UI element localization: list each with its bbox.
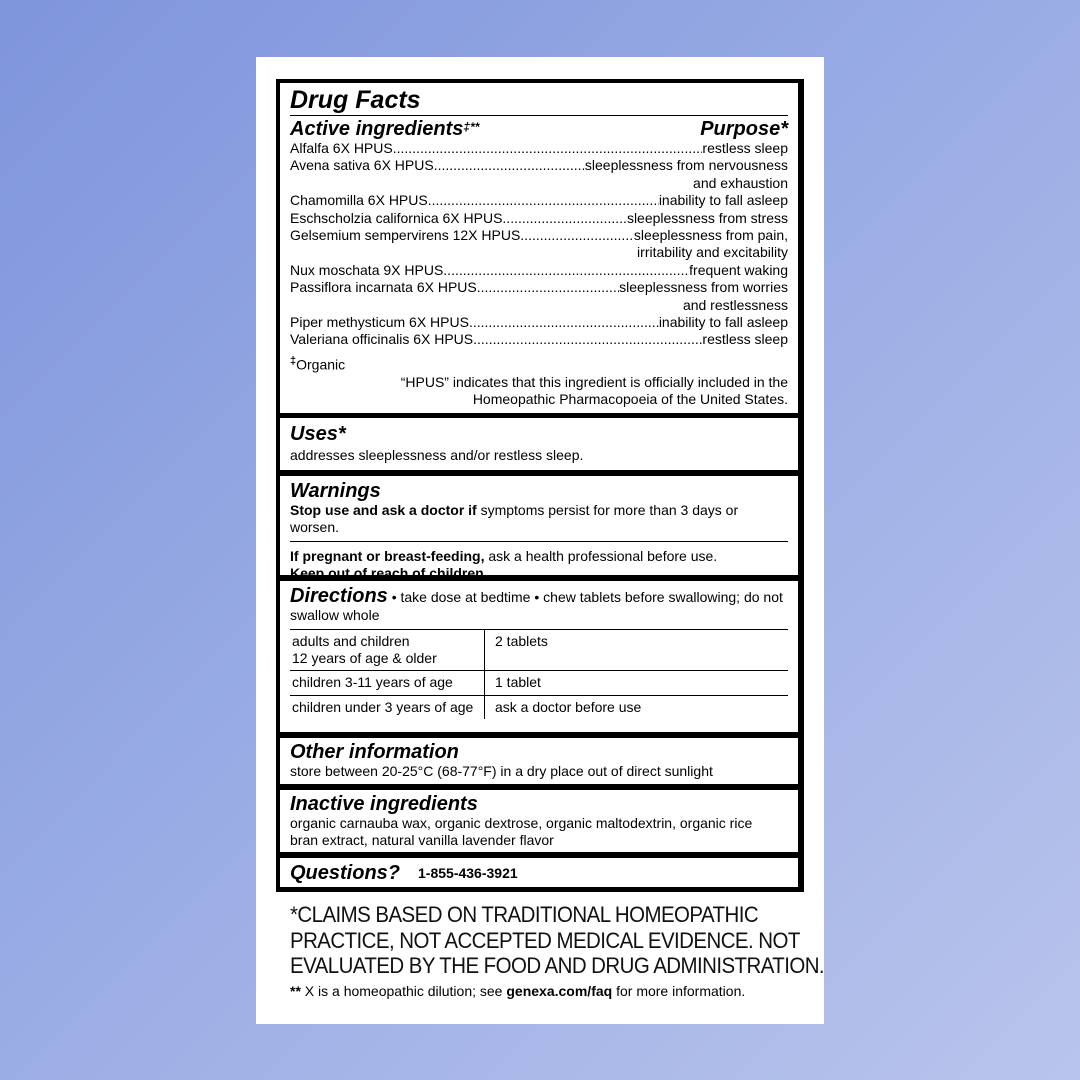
dilution-note (290, 982, 810, 1000)
leader-dots (434, 157, 585, 174)
directions-text (290, 585, 788, 625)
directions-heading: Directions (290, 585, 388, 607)
purpose-line: irritability and excitability (637, 244, 788, 261)
drug-facts-panel (276, 79, 804, 892)
table-row (290, 695, 788, 719)
stop-use-text: symptoms persist for more than 3 days or worsen. (290, 502, 739, 536)
bullet-icon: • (391, 589, 397, 605)
age-group-line: 12 years of age & older (292, 649, 437, 666)
active-heading (290, 118, 479, 140)
purpose-heading: Purpose* (700, 118, 788, 140)
dose-cell: 2 tablets (485, 629, 789, 671)
organic-mark: ‡ (290, 354, 297, 367)
dose-cell: 1 tablet (485, 671, 789, 695)
warnings-section (280, 476, 798, 582)
inactive-text-line: bran extract, natural vanilla lavender flavor (290, 832, 554, 849)
purpose-line: and restlessness (682, 296, 788, 313)
stop-use-bold: Stop use and ask a doctor if (290, 502, 477, 518)
active-ingredients-section (280, 83, 798, 413)
age-group-cell (290, 671, 485, 695)
other-heading: Other information (290, 741, 459, 763)
ingredient-row (290, 227, 788, 262)
leader-dots (477, 279, 619, 296)
ingredient-row (290, 314, 788, 331)
dilution-mark: ** (290, 983, 301, 999)
ingredient-purpose (659, 192, 788, 209)
ingredient-name: Passiflora incarnata 6X HPUS (290, 279, 477, 296)
pregnancy-warning (290, 548, 788, 565)
active-heading-marks: ‡** (463, 120, 480, 134)
ingredient-purpose (627, 210, 788, 227)
age-group-cell (290, 629, 485, 671)
age-group-cell (290, 695, 485, 719)
hpus-note-line: Homeopathic Pharmacopoeia of the United States. (472, 390, 788, 407)
organic-note (290, 353, 788, 374)
purpose-line: restless sleep (702, 140, 788, 156)
ingredient-name: Valeriana officinalis 6X HPUS (290, 331, 474, 348)
claims-line: EVALUATED BY THE FOOD AND DRUG ADMINISTRATION. (290, 953, 825, 978)
age-group-line: adults and children (292, 632, 410, 649)
phone-number[interactable]: 1-855-436-3921 (418, 864, 518, 881)
ingredient-row (290, 210, 788, 227)
claims-line: PRACTICE, NOT ACCEPTED MEDICAL EVIDENCE. NOT (290, 927, 800, 953)
purpose-line: sleeplessness from worries (619, 279, 788, 296)
uses-section (280, 418, 798, 470)
leader-dots (443, 262, 689, 279)
purpose-line: sleeplessness from stress (626, 209, 788, 226)
leader-dots (473, 331, 702, 348)
ingredient-row (290, 140, 788, 157)
ingredient-purpose (659, 314, 788, 331)
pregnancy-text: ask a health professional before use. (484, 547, 718, 564)
table-row (290, 671, 788, 695)
questions-section (280, 858, 798, 887)
uses-heading: Uses* (290, 423, 346, 445)
ingredient-purpose (619, 279, 788, 314)
claims-disclaimer (290, 902, 825, 979)
page-title: Drug Facts (290, 86, 421, 114)
keep-out-warning: Keep out of reach of children. (290, 565, 488, 582)
ingredient-purpose (585, 157, 788, 192)
leader-dots (469, 314, 659, 331)
ingredient-name: Alfalfa 6X HPUS (290, 140, 393, 156)
ingredient-row (290, 279, 788, 314)
claims-line: *CLAIMS BASED ON TRADITIONAL HOMEOPATHIC (290, 902, 759, 927)
direction-2: chew tablets before swallowing; do not swallow whole (290, 589, 783, 623)
ingredient-purpose (634, 227, 788, 262)
ingredient-name: Piper methysticum 6X HPUS (290, 314, 469, 331)
bullet-icon: • (534, 589, 540, 605)
dose-cell: ask a doctor before use (485, 695, 789, 719)
ingredient-name: Eschscholzia californica 6X HPUS (290, 209, 503, 226)
pregnancy-bold: If pregnant or breast-feeding, (290, 547, 485, 564)
ingredient-row (290, 157, 788, 192)
purpose-line: frequent waking (689, 261, 788, 278)
dosage-table (290, 629, 788, 720)
dilution-text: X is a homeopathic dilution; see (300, 983, 507, 999)
ingredient-purpose (702, 331, 788, 348)
leader-dots (393, 140, 703, 157)
questions-row (290, 858, 788, 887)
organic-text: Organic (296, 356, 346, 373)
leader-dots (502, 210, 627, 227)
dilution-text-end: for more information. (612, 983, 746, 999)
warnings-heading: Warnings (290, 480, 381, 502)
purpose-line: inability to fall asleep (658, 314, 788, 331)
drug-facts-label (256, 57, 824, 1024)
active-header-row (290, 116, 788, 140)
age-group-line: children 3-11 years of age (292, 674, 453, 691)
inactive-heading: Inactive ingredients (290, 793, 478, 815)
stop-use-warning (290, 502, 788, 541)
warnings-rule (290, 541, 788, 542)
questions-heading: Questions? (290, 861, 401, 884)
purpose-line: inability to fall asleep (658, 192, 788, 209)
leader-dots (520, 227, 634, 244)
ingredient-name: Chamomilla 6X HPUS (290, 192, 428, 209)
direction-1: take dose at bedtime (396, 589, 535, 605)
age-group-line: children under 3 years of age (292, 698, 474, 715)
hpus-note (290, 374, 788, 409)
leader-dots (428, 192, 659, 209)
other-information-section (280, 738, 798, 784)
directions-section (280, 581, 798, 732)
inactive-ingredients-section (280, 790, 798, 852)
ingredient-purpose (689, 262, 788, 279)
uses-text: addresses sleeplessness and/or restless sleep. (290, 447, 584, 463)
purpose-line: sleeplessness from pain, (633, 227, 788, 244)
inactive-text-line: organic carnauba wax, organic dextrose, organic maltodextrin, organic rice (290, 815, 753, 831)
active-heading-text: Active ingredients (290, 118, 464, 140)
hpus-note-line: “HPUS” indicates that this ingredient is officially included in the (400, 373, 788, 390)
ingredient-row (290, 262, 788, 279)
purpose-line: restless sleep (702, 331, 788, 348)
purpose-line: sleeplessness from nervousness (584, 157, 788, 174)
purpose-line: and exhaustion (693, 174, 788, 191)
ingredient-row (290, 192, 788, 209)
other-text: store between 20-25°C (68-77°F) in a dry place out of direct sunlight (290, 763, 713, 779)
ingredient-row (290, 331, 788, 348)
ingredient-name: Nux moschata 9X HPUS (290, 261, 444, 278)
ingredient-name: Avena sativa 6X HPUS (290, 157, 434, 174)
ingredient-list (290, 140, 788, 349)
ingredient-purpose (702, 140, 788, 157)
table-row (290, 629, 788, 671)
ingredient-name: Gelsemium sempervirens 12X HPUS (290, 227, 521, 244)
faq-link[interactable]: genexa.com/faq (506, 983, 613, 999)
